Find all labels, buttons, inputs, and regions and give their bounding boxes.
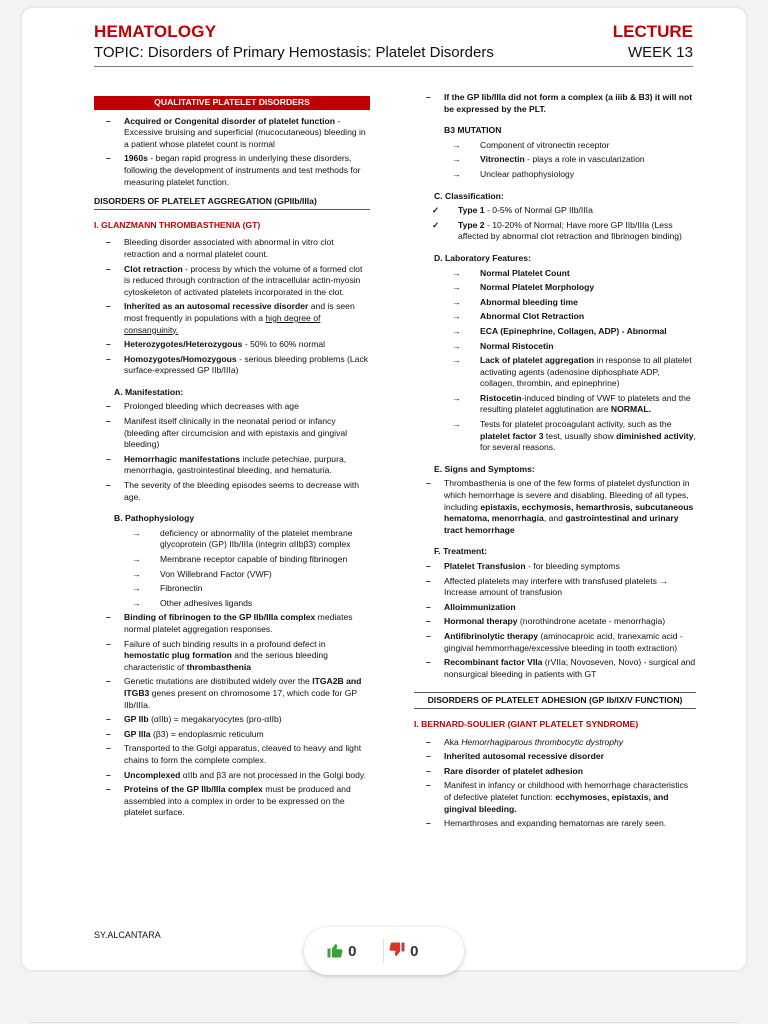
- arrow-item: → Fibronectin: [132, 583, 203, 594]
- list-item: – Manifest itself clinically in the neonatal period or infancy (bleeding after circumcision and with epistaxis and gingival bleeding): [106, 416, 348, 450]
- list-item: – Binding of fibrinogen to the GP IIb/IIIa complex mediates normal platelet aggregation responses.: [106, 612, 353, 634]
- arrow-item: → Other adhesives ligands: [132, 597, 253, 608]
- section-heading: DISORDERS OF PLATELET ADHESION (GP Ib/IX/V FUNCTION): [414, 692, 696, 709]
- list-item: – Manifest in infancy or childhood with hemorrhage characteristics of defective platelet function: ecchymoses, epistaxis, and gingival bleeding.: [426, 780, 689, 814]
- arrow-item: → Ristocetin-induced binding of VWF to platelets and the resulting platelet agglutination are NORMAL.: [452, 392, 691, 415]
- arrow-item: → Vitronectin - plays a role in vascularization: [452, 154, 645, 165]
- lecture-label: LECTURE: [612, 22, 693, 41]
- subsection-heading: A. Manifestation:: [114, 386, 184, 397]
- list-item: – GP IIIa (β3) = endoplasmic reticulum: [106, 728, 264, 739]
- list-item: – Genetic mutations are distributed widely over the ITGA2B and ITGB3 genes present on chromosome 17, which code for GP IIb/IIIa.: [106, 676, 362, 710]
- list-item: – Recombinant factor VIIa (rVIIa; Novoseven, Novo) - surgical and nonsurgical bleeding in patients with GT: [426, 657, 696, 679]
- check-item: ✓ Type 1 - 0-5% of Normal GP IIb/IIIa: [432, 205, 593, 216]
- week-label: WEEK 13: [627, 44, 693, 61]
- arrow-item: → ECA (Epinephrine, Collagen, ADP) - Abnormal: [452, 325, 667, 336]
- vote-divider: [383, 939, 384, 963]
- vote-widget: [304, 927, 464, 975]
- list-item: – Inherited as an autosomal recessive disorder and is seen most frequently in populations with a high degree of consanguinity.: [106, 301, 355, 335]
- section-heading: DISORDERS OF PLATELET AGGREGATION (GPIIb/IIIa): [94, 196, 370, 210]
- list-item: – Homozygotes/Homozygous - serious bleeding problems (Lack surface-expressed GP IIb/IIIa): [106, 353, 369, 376]
- list-item: – Uncomplexed αIIb and β3 are not processed in the Golgi body.: [106, 769, 366, 780]
- list-item: – Hemarthroses and expanding hematomas are rarely seen.: [426, 818, 667, 829]
- list-item: – Bleeding disorder associated with abnormal in vitro clot retraction and a normal platelet count.: [106, 237, 334, 259]
- left-column: [94, 96, 370, 822]
- arrow-item: → Normal Ristocetin: [452, 340, 554, 351]
- list-item: – Aka Hemorrhagiparous thrombocytic dystrophy: [426, 736, 624, 747]
- list-item: – The severity of the bleeding episodes seems to decrease with age.: [106, 480, 360, 502]
- author-footer: SY.ALCANTARA: [94, 930, 161, 940]
- list-item: – Acquired or Congenital disorder of platelet function - Excessive bruising and superficial (mucocutaneous) bleeding in a patient whose platelet count is normal: [106, 115, 366, 149]
- arrow-item: → Component of vitronectin receptor: [452, 139, 610, 150]
- arrow-item: → Abnormal bleeding time: [452, 296, 578, 307]
- arrow-item: → Normal Platelet Morphology: [452, 282, 595, 293]
- disorder-heading: I. GLANZMANN THROMBASTHENIA (GT): [94, 219, 261, 230]
- list-item: – Affected platelets may interfere with transfused platelets → Increase amount of transfusion: [426, 575, 668, 598]
- arrow-item: → Tests for platelet procoagulant activity, such as the platelet factor 3 test, usually show diminished activity, for several reasons.: [452, 419, 696, 453]
- upvote-button[interactable]: [326, 941, 357, 960]
- list-item: – 1960s - began rapid progress in underlying these disorders, following the development of instruments and test methods for measuring platelet function.: [106, 153, 361, 187]
- check-item: ✓ Type 2 - 10-20% of Normal; Have more GP IIb/IIIa (Less affected by abnormal clot retraction and fibrinogen binding): [432, 219, 682, 242]
- list-item: – Thrombasthenia is one of the few forms of platelet dysfunction in which hemorrhage is severe and disabling. Bleeding of all types, including epistaxis, ecchymosis, hemarthrosis, subcutaneous hematoma, menorrhagia, and gastrointestinal and urinary tract hemorrhage: [426, 478, 694, 535]
- disorder-heading: I. BERNARD-SOULIER (GIANT PLATELET SYNDROME): [414, 718, 639, 729]
- list-item: – GP IIb (αIIb) = megakaryocytes (pro-αIIb): [106, 714, 282, 725]
- subsection-heading: D. Laboratory Features:: [434, 252, 531, 263]
- list-item: – Hormonal therapy (norothindrone acetate - menorrhagia): [426, 616, 666, 627]
- subject-title: HEMATOLOGY: [94, 22, 217, 41]
- list-item: – Alloimmunization: [426, 601, 516, 612]
- list-item: – Inherited autosomal recessive disorder: [426, 751, 604, 762]
- list-item: – Transported to the Golgi apparatus, cleaved to heavy and light chains to form the complete complex.: [106, 743, 362, 765]
- arrow-item: → Membrane receptor capable of binding fibrinogen: [132, 554, 348, 564]
- arrow-item: → Lack of platelet aggregation in response to all platelet activating agents (adenosine diphosphate ADP, collagen, thrombin, and epinephrine): [452, 355, 692, 389]
- topic-title: TOPIC: Disorders of Primary Hemostasis: Platelet Disorders: [94, 44, 494, 61]
- subsection-heading: F. Treatment:: [434, 546, 488, 557]
- list-item: – Antifibrinolytic therapy (aminocaproic acid, tranexamic acid - gingival hemmorrhage/excessive bleeding in tooth extraction): [426, 630, 683, 653]
- list-item: – Failure of such binding results in a profound defect in hemostatic plug formation and the serious bleeding characteristic of thrombasthenia: [106, 638, 328, 672]
- thumbs-down-icon: [388, 941, 406, 959]
- subsection-heading: B3 MUTATION: [444, 125, 502, 136]
- right-column: [414, 92, 696, 833]
- list-item: – Hemorrhagic manifestations include petechiae, purpura, menorrhagia, gastrointestinal bleeding, and hematuria.: [106, 453, 347, 476]
- list-item: – Rare disorder of platelet adhesion: [426, 765, 583, 776]
- arrow-item: → Von Willebrand Factor (VWF): [132, 568, 272, 579]
- list-item: – Platelet Transfusion - for bleeding symptoms: [426, 561, 620, 571]
- arrow-item: → Abnormal Clot Retraction: [452, 311, 585, 322]
- subsection-heading: E. Signs and Symptoms:: [434, 463, 535, 474]
- downvote-count: 0: [410, 943, 419, 960]
- downvote-button[interactable]: [388, 941, 419, 960]
- list-item: – Proteins of the GP IIb/IIIa complex must be produced and assembled into a complex in order to be expressed on the platelet surface.: [106, 784, 351, 818]
- header-divider: [94, 66, 693, 67]
- arrow-item: → Unclear pathophysiology: [452, 168, 575, 179]
- list-item: – Clot retraction - process by which the volume of a formed clot is reduced through contraction of the intracellular actin-myosin cytoskeleton of activated platelets incorporated in the clot.: [106, 263, 363, 297]
- thumbs-up-icon: [326, 941, 344, 959]
- section-banner: QUALITATIVE PLATELET DISORDERS: [94, 96, 370, 110]
- arrow-item: → deficiency or abnormality of the platelet membrane glycoprotein (GP) IIb/IIIa (integrin αIIbβ3) complex: [132, 527, 353, 550]
- list-item: – Heterozygotes/Heterozygous - 50% to 60% normal: [106, 339, 326, 350]
- subsection-heading: B. Pathophysiology: [114, 513, 195, 524]
- upvote-count: 0: [348, 943, 357, 960]
- subsection-heading: C. Classification:: [434, 190, 504, 201]
- arrow-item: → Normal Platelet Count: [452, 267, 570, 278]
- list-item: – If the GP Iib/IIIa did not form a complex (a iiib & B3) it will not be expressed by the PLT.: [426, 92, 693, 114]
- list-item: – Prolonged bleeding which decreases with age: [106, 401, 299, 412]
- document-page: [22, 8, 746, 970]
- bottom-divider: [30, 1022, 738, 1023]
